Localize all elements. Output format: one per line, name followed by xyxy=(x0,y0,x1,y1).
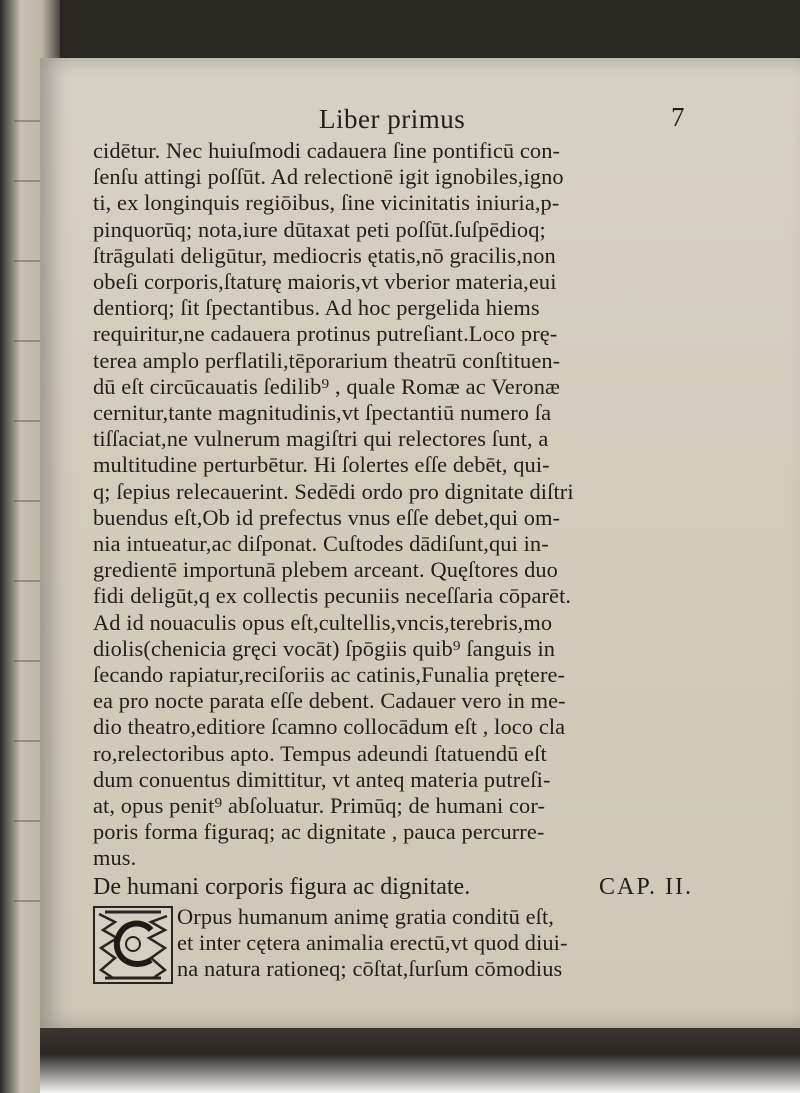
text-line: terea amplo perflatili,tēporarium theatrū conſtituen- xyxy=(93,347,561,373)
text-line: dū eſt circūcauatis ſedilib⁹ , quale Romæ ac Veronæ xyxy=(93,373,561,399)
ornate-initial-icon xyxy=(93,906,173,984)
text-line: ti, ex longinquis regiōibus, ſine vicinitatis iniuria,p- xyxy=(93,190,560,216)
running-title: Liber primus xyxy=(319,104,466,134)
chapter-number: CAP. II. xyxy=(598,873,693,900)
text-line: dentiorq; ſit ſpectantibus. Ad hoc pergelida hiems xyxy=(93,295,540,321)
chapter-heading xyxy=(93,873,693,901)
initial-text xyxy=(177,904,755,983)
text-line: tiſſaciat,ne vulnerum magiſtri qui relectores ſunt, a xyxy=(93,426,549,452)
text-line: Ad id nouaculis opus eſt,cultellis,vncis,terebris,mo xyxy=(93,609,553,635)
text-line: at, opus penit⁹ abſoluatur. Primūq; de humani cor- xyxy=(93,793,546,819)
text-line: poris forma figuraq; ac dignitate , pauca percurre- xyxy=(93,819,545,845)
text-line: buendus eſt,Ob id prefectus vnus eſſe debet,qui om- xyxy=(93,504,561,530)
text-line: q; ſepius relecauerint. Sedēdi ordo pro dignitate diſtri xyxy=(93,478,574,504)
text-line: requiritur,ne cadauera protinus putreſiant.Loco prę- xyxy=(93,321,558,347)
text-line: na natura rationeq; cōſtat,ſurſum cōmodius xyxy=(177,956,563,982)
text-line: cernitur,tante magnitudinis,vt ſpectantiū numero ſa xyxy=(93,400,552,426)
text-line: ro,relectoribus apto. Tempus adeundi ſtatuendū eſt xyxy=(93,740,547,766)
text-line: dum conuentus dimittitur, vt anteq materia putreſi- xyxy=(93,766,551,792)
text-block xyxy=(93,104,755,982)
text-line: multitudine perturbētur. Hi ſolertes eſſe debēt, qui- xyxy=(93,452,550,478)
text-line: obeſi corporis,ſtaturę maioris,vt vberior materia,eui xyxy=(93,269,557,295)
text-line: Orpus humanum animę gratia conditū eſt, xyxy=(177,903,554,929)
text-line: ſecando rapiatur,reciſoriis ac catinis,Funalia prętere- xyxy=(93,662,566,688)
body-text xyxy=(93,138,755,872)
text-line: gredientē importunā plebem arceant. Quęſtores duo xyxy=(93,557,558,583)
text-line: cidētur. Nec huiuſmodi cadauera ſine pontificū con- xyxy=(93,138,561,163)
text-line: ea pro nocte parata eſſe debent. Cadauer vero in me- xyxy=(93,688,566,714)
chapter-title: De humani corporis figura ac dignitate. xyxy=(93,873,471,900)
text-line: pinquorūq; nota,iure dūtaxat peti poſſūt.ſuſpēdioq; xyxy=(93,216,546,242)
text-line: fidi deligūt,q ex collectis pecuniis neceſſaria cōparēt. xyxy=(93,583,572,609)
text-line: ſtrāgulati deligūtur, mediocris ętatis,nō gracilis,non xyxy=(93,242,556,268)
text-line: ſenſu attingi poſſūt. Ad relectionē igit ignobiles,igno xyxy=(93,164,564,190)
page-number: 7 xyxy=(671,102,685,132)
page-bottom-edge xyxy=(40,1028,800,1093)
text-line: dio theatro,editiore ſcamno collocādum eſt , loco cla xyxy=(93,714,566,740)
text-line: mus. xyxy=(93,845,137,871)
text-line: diolis(chenicia gręci vocāt) ſpōgiis quib⁹ ſanguis in xyxy=(93,635,556,661)
text-line: et inter cętera animalia erectū,vt quod diui- xyxy=(177,929,568,955)
text-line: nia intueatur,ac diſponat. Cuſtodes dādiſunt,qui in- xyxy=(93,531,549,557)
chapter-opening xyxy=(93,904,755,983)
running-head xyxy=(93,104,755,136)
